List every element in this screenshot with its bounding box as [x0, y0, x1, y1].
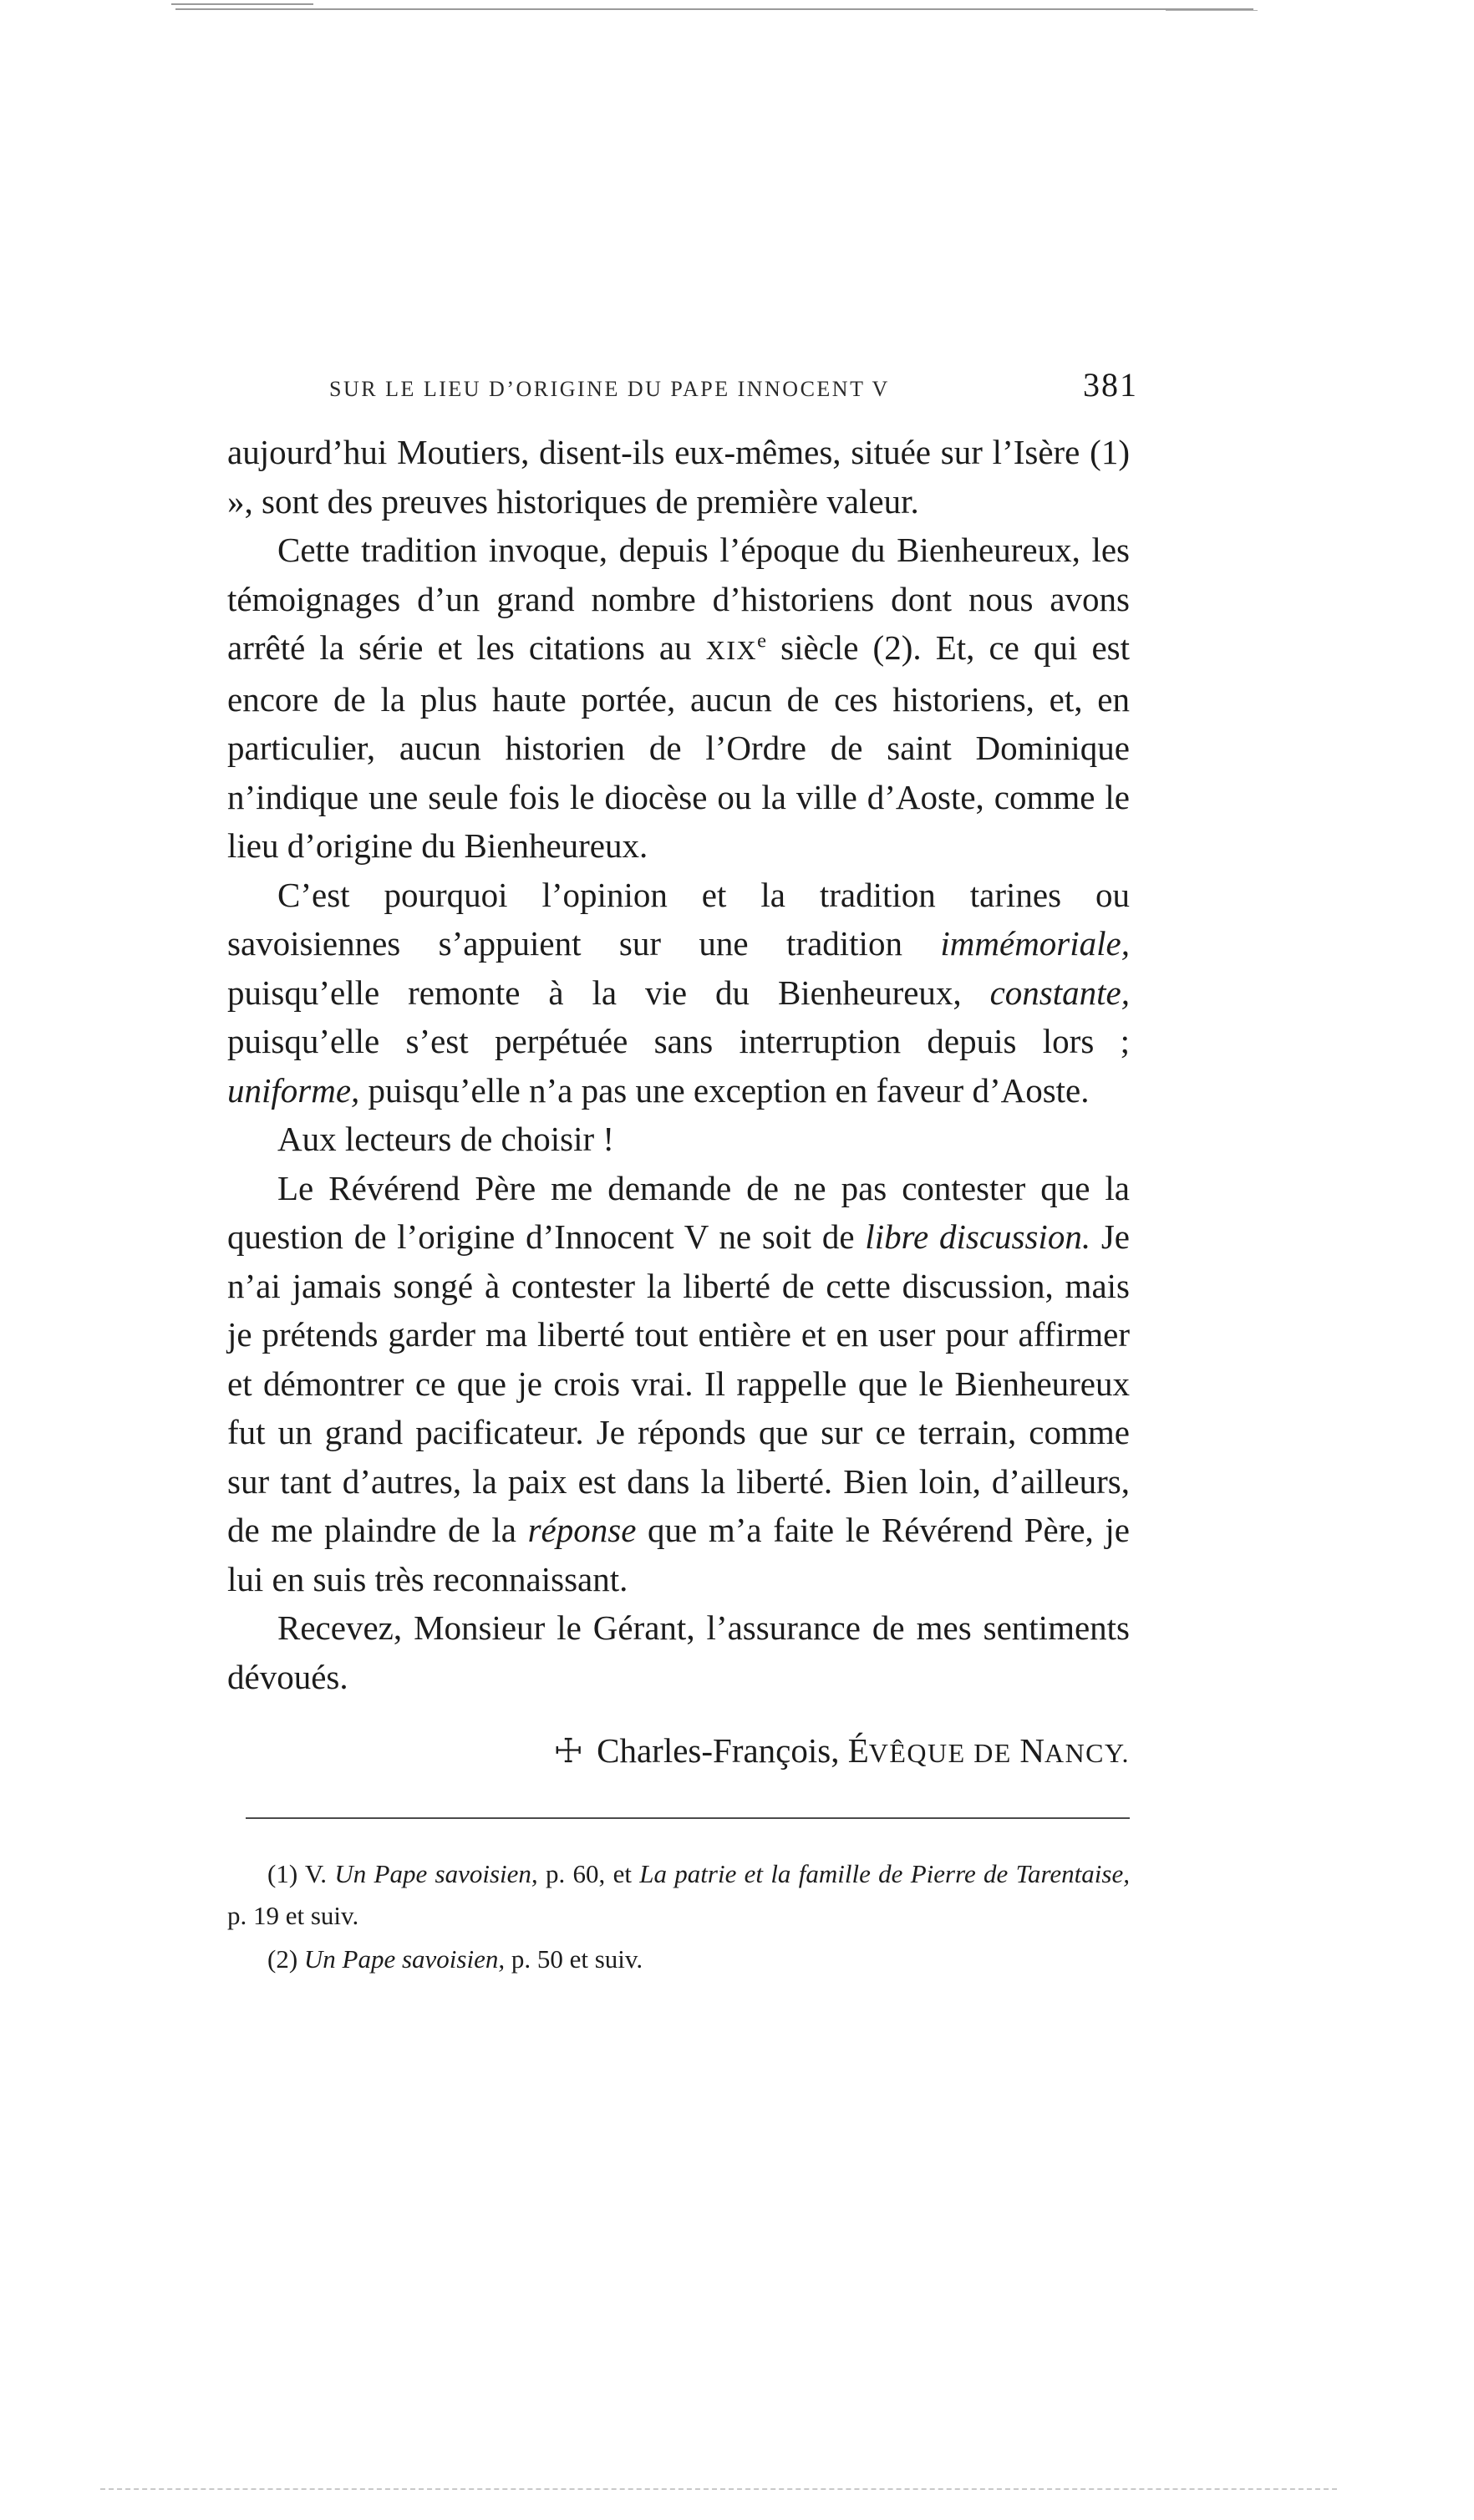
signature-title-cap-2: N	[1019, 1731, 1045, 1770]
paragraph-5-text-c: que m’a faite le Révérend Père, je lui en suis très reconnaissant.	[227, 1511, 1130, 1598]
paragraph-3-text-c: puisqu’elle s’est perpétuée sans interruption depuis lors ;	[227, 1022, 1130, 1060]
signature-title-small-2: ANCY.	[1044, 1738, 1130, 1768]
century-numeral: XIX	[705, 635, 758, 665]
footnotes	[227, 1853, 1130, 1980]
signature-name: Charles-François,	[597, 1731, 848, 1770]
paragraph-3-text-d: puisqu’elle n’a pas une exception en faveur d’Aoste.	[359, 1070, 1090, 1110]
footnote-1	[227, 1853, 1130, 1937]
paragraph-6	[227, 1603, 1130, 1701]
footnote-2	[227, 1938, 1130, 1980]
footnote-1-text-b: p. 60, et	[537, 1859, 640, 1888]
paragraph-5-text-b: Je n’ai jamais songé à contester la liberté de cette discussion, mais je prétends garder ma liberté tout entière et en user pour affirmer et démontrer ce que je crois vrai. Il rappelle que le Bienheureux fut un grand pacificateur. Je réponds que sur ce terrain, comme sur tant d’autres, la paix est dans la liberté. Bien loin, d’ailleurs, de me plaindre de la	[227, 1217, 1130, 1549]
signature-title-cap-1: É	[847, 1731, 869, 1770]
century-superscript: e	[757, 629, 767, 653]
footnote-2-title-1: Un Pape savoisien,	[303, 1944, 506, 1974]
paragraph-3	[227, 871, 1130, 1115]
paragraph-2-text-b: siècle (2). Et, ce qui est encore de la plus haute portée, aucun de ces historiens, et, en particulier, aucun historien de l’Ordre de saint Dominique n’indique une seule fois le diocèse ou la ville d’Aoste, comme le lieu d’origine du Bienheureux.	[227, 628, 1131, 865]
body-text	[227, 428, 1130, 1701]
footnote-1-title-1: Un Pape savoisien,	[334, 1859, 538, 1888]
scan-artifact-rule-right	[1166, 10, 1258, 11]
footnote-2-text-a: (2)	[267, 1944, 304, 1974]
scan-artifact-rule-left	[171, 3, 313, 5]
footnote-1-title-2: La patrie et la famille de Pierre de Tarentaise,	[639, 1859, 1130, 1888]
scan-artifact-bottom	[100, 2488, 1337, 2490]
paragraph-1-text: aujourd’hui Moutiers, disent-ils eux-mêmes, située sur l’Isère (1) », sont des preuves historiques de première valeur.	[227, 433, 1130, 521]
paragraph-4	[227, 1115, 1130, 1164]
running-head	[329, 365, 1138, 415]
page-number: 381	[1083, 366, 1138, 404]
paragraph-5-text-a: Le Révérend Père me demande de ne pas contester que la question de l’origine d’Innocent V ne soit de	[227, 1168, 1130, 1256]
emphasis-immemoriale: immémoriale,	[940, 924, 1130, 963]
signature-title-small-1: VÊQUE DE	[868, 1738, 1020, 1768]
emphasis-reponse: réponse	[527, 1511, 637, 1549]
paragraph-1	[227, 428, 1130, 526]
footnote-1-text-c: p. 19 et suiv.	[227, 1901, 359, 1930]
footnote-1-text-a: (1) V.	[267, 1859, 335, 1888]
paragraph-3-text-b: puisqu’elle remonte à la vie du Bienheureux,	[227, 973, 990, 1012]
emphasis-uniforme: uniforme,	[227, 1070, 360, 1110]
footnote-separator	[246, 1817, 1130, 1819]
paragraph-6-text: Recevez, Monsieur le Gérant, l’assurance de mes sentiments dévoués.	[227, 1608, 1130, 1696]
footnote-2-text-b: p. 50 et suiv.	[505, 1944, 643, 1974]
running-title: SUR LE LIEU D’ORIGINE DU PAPE INNOCENT V	[329, 377, 890, 401]
emphasis-constante: constante,	[989, 973, 1130, 1012]
paragraph-2	[227, 526, 1130, 871]
emphasis-libre-discussion: libre discussion.	[865, 1217, 1091, 1256]
scan-artifact-rule	[175, 8, 1253, 10]
paragraph-2-text-a: Cette tradition invoque, depuis l’époque du Bienheureux, les témoignages d’un grand nombre d’historiens dont nous avons arrêté la série et les citations au	[227, 531, 1130, 667]
paragraph-5	[227, 1164, 1130, 1604]
paragraph-4-text: Aux lecteurs de choisir !	[277, 1120, 615, 1158]
paragraph-3-text-a: C’est pourquoi l’opinion et la tradition tarines ou savoisiennes s’appuient sur une tradition	[227, 875, 1130, 963]
cross-icon: ☩	[553, 1732, 584, 1770]
signature	[227, 1726, 1130, 1777]
